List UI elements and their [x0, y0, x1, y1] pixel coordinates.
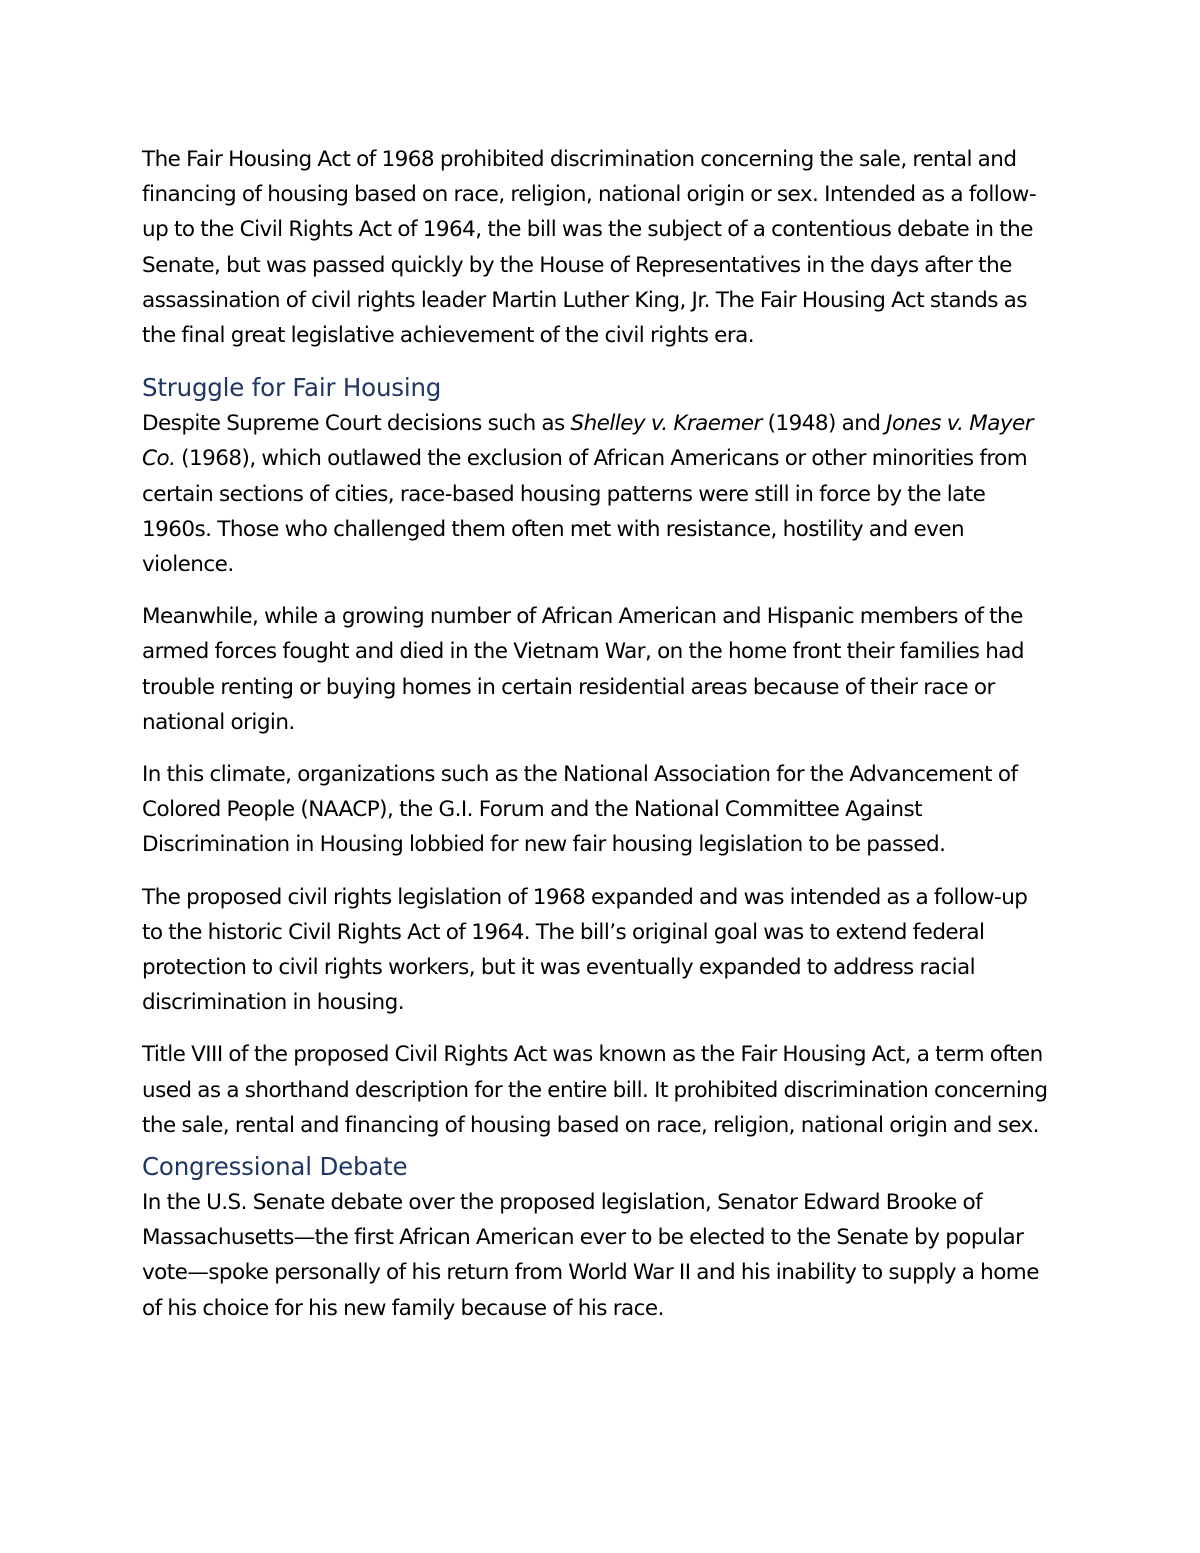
- case-name-jones: Jones v. Mayer Co.: [142, 411, 1034, 472]
- paragraph-text: (1948) and: [761, 411, 887, 437]
- paragraph-text: Despite Supreme Court decisions such as: [142, 411, 571, 437]
- paragraph-text: (1968), which outlawed the exclusion of African Americans or other minorities from certain sections of cities, race-based housing patterns were still in force by the late 1960s. Those who challenged them often met with resistance, hostility and even violence.: [142, 446, 1028, 578]
- section-heading-struggle: Struggle for Fair Housing: [142, 373, 442, 403]
- struggle-paragraph-2: Meanwhile, while a growing number of African American and Hispanic members of the armed forces fought and died in the Vietnam War, on the home front their families had trouble renting or buying homes in certain residential areas because of their race or national origin.: [142, 604, 1025, 735]
- struggle-paragraph-3: In this climate, organizations such as the National Association for the Advancement of Colored People (NAACP), the G.I. Forum and the National Committee Against Discrimination in Housing lobbied for new fair housing legislation to be passed.: [142, 762, 1018, 858]
- debate-paragraph-1: In the U.S. Senate debate over the proposed legislation, Senator Edward Brooke of Massachusetts—the first African American ever to be elected to the Senate by popular vote—spoke personally of his return from World War II and his inability to supply a home of his choice for his new family because of his race.: [142, 1190, 1039, 1321]
- struggle-paragraph-1: [142, 406, 1050, 582]
- section-heading-congressional-debate: Congressional Debate: [142, 1152, 408, 1182]
- struggle-paragraph-5: Title VIII of the proposed Civil Rights Act was known as the Fair Housing Act, a term often used as a shorthand description for the entire bill. It prohibited discrimination concerning the sale, rental and financing of housing based on race, religion, national origin and sex.: [142, 1042, 1048, 1138]
- case-name-shelley: Shelley v. Kraemer: [570, 411, 762, 437]
- struggle-paragraph-4: The proposed civil rights legislation of 1968 expanded and was intended as a follow-up to the historic Civil Rights Act of 1964. The bill’s original goal was to extend federal protection to civil rights workers, but it was eventually expanded to address racial discrimination in housing.: [142, 884, 1028, 1016]
- intro-paragraph: The Fair Housing Act of 1968 prohibited discrimination concerning the sale, rental and financing of housing based on race, religion, national origin or sex. Intended as a follow-up to the Civil Rights Act of 1964, the bill was the subject of a contentious debate in the Senate, but was passed quickly by the House of Representatives in the days after the assassination of civil rights leader Martin Luther King, Jr. The Fair Housing Act stands as the final great legislative achievement of the civil rights era.: [142, 147, 1037, 349]
